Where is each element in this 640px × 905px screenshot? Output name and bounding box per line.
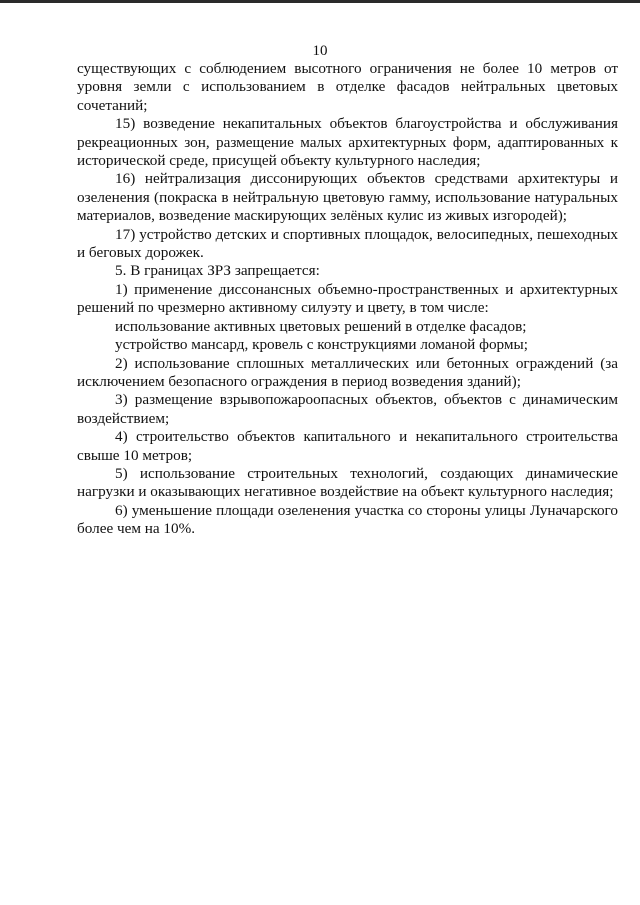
paragraph-prohibition-5: 5) использование строительных технологий, создающих динамические нагрузки и оказывающих негативное воздействие на объект культурного наследия; (77, 464, 618, 501)
paragraph-continuation: существующих с соблюдением высотного ограничения не более 10 метров от уровня земли с использованием в отделке фасадов нейтральных цветовых сочетаний; (77, 60, 618, 114)
section-heading-5: 5. В границах ЗРЗ запрещается: (115, 262, 320, 280)
document-body (77, 60, 618, 539)
paragraph-prohibition-4: 4) строительство объектов капитального и некапитального строительства свыше 10 метров; (77, 428, 618, 464)
paragraph-prohibition-3: 3) размещение взрывопожароопасных объектов, объектов с динамическим воздействием; (77, 391, 618, 427)
paragraph-item-16: 16) нейтрализация диссонирующих объектов средствами архитектуры и озеленения (покраска в нейтральную цветовую гамму, использование натуральных материалов, возведение маскирующих зелёных кулис из живых изгородей); (77, 170, 618, 225)
scan-top-edge (0, 0, 640, 3)
paragraph-prohibition-6: 6) уменьшение площади озеленения участка со стороны улицы Луначарского более чем на 10%. (77, 501, 618, 538)
paragraph-subitem-roofs: устройство мансард, кровель с конструкциями ломаной формы; (115, 336, 528, 354)
paragraph-subitem-colors: использование активных цветовых решений в отделке фасадов; (115, 317, 527, 335)
paragraph-prohibition-1: 1) применение диссонансных объемно-пространственных и архитектурных решений по чрезмерно активному силуэту и цвету, в том числе: (77, 280, 618, 317)
paragraph-item-15: 15) возведение некапитальных объектов благоустройства и обслуживания рекреационных зон, размещение малых архитектурных форм, адаптированных к исторической среде, присущей объекту культурного наследия; (77, 115, 618, 170)
paragraph-prohibition-2: 2) использование сплошных металлических или бетонных ограждений (за исключением безопасного ограждения в период возведения зданий); (77, 354, 618, 390)
paragraph-item-17: 17) устройство детских и спортивных площадок, велосипедных, пешеходных и беговых дорожек. (77, 225, 618, 262)
page-number: 10 (312, 43, 328, 59)
